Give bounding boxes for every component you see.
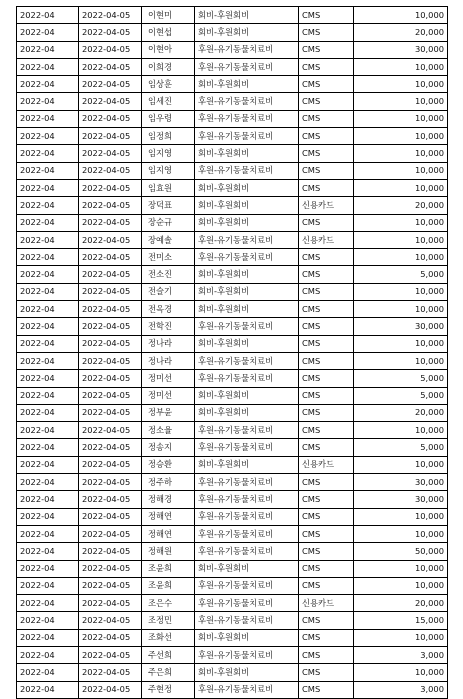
payment-method-cell: CMS xyxy=(299,664,354,681)
date-cell: 2022-04-05 xyxy=(79,214,142,231)
payment-method-cell: CMS xyxy=(299,352,354,369)
table-row xyxy=(17,7,448,24)
date-cell: 2022-04-05 xyxy=(79,58,142,75)
amount-cell: 50,000 xyxy=(354,543,448,560)
month-cell: 2022-04 xyxy=(17,231,79,248)
category-cell: 회비-후원회비 xyxy=(195,7,299,24)
amount-cell: 10,000 xyxy=(354,249,448,266)
date-cell: 2022-04-05 xyxy=(79,681,142,698)
donor-name-cell: 임효원 xyxy=(142,179,195,196)
donor-name-cell: 조윤희 xyxy=(142,577,195,594)
donor-name-cell: 임지영 xyxy=(142,145,195,162)
month-cell: 2022-04 xyxy=(17,128,79,145)
table-row xyxy=(17,560,448,577)
payment-method-cell: CMS xyxy=(299,387,354,404)
category-cell: 회비-후원회비 xyxy=(195,560,299,577)
date-cell: 2022-04-05 xyxy=(79,629,142,646)
date-cell: 2022-04-05 xyxy=(79,491,142,508)
payment-method-cell: CMS xyxy=(299,681,354,698)
month-cell: 2022-04 xyxy=(17,612,79,629)
donor-name-cell: 정해연 xyxy=(142,525,195,542)
month-cell: 2022-04 xyxy=(17,266,79,283)
table-row xyxy=(17,249,448,266)
category-cell: 회비-후원회비 xyxy=(195,197,299,214)
table-row xyxy=(17,266,448,283)
date-cell: 2022-04-05 xyxy=(79,41,142,58)
month-cell: 2022-04 xyxy=(17,76,79,93)
donor-name-cell: 임상훈 xyxy=(142,76,195,93)
payment-method-cell: CMS xyxy=(299,301,354,318)
donor-name-cell: 조은수 xyxy=(142,595,195,612)
category-cell: 후원-유기동물치료비 xyxy=(195,422,299,439)
category-cell: 후원-유기동물치료비 xyxy=(195,58,299,75)
month-cell: 2022-04 xyxy=(17,404,79,421)
amount-cell: 10,000 xyxy=(354,352,448,369)
date-cell: 2022-04-05 xyxy=(79,508,142,525)
table-row xyxy=(17,577,448,594)
payment-method-cell: CMS xyxy=(299,370,354,387)
donor-name-cell: 정해경 xyxy=(142,491,195,508)
payment-method-cell: CMS xyxy=(299,646,354,663)
month-cell: 2022-04 xyxy=(17,41,79,58)
date-cell: 2022-04-05 xyxy=(79,595,142,612)
payment-method-cell: CMS xyxy=(299,266,354,283)
category-cell: 회비-후원회비 xyxy=(195,387,299,404)
table-row xyxy=(17,301,448,318)
payment-method-cell: CMS xyxy=(299,508,354,525)
donor-name-cell: 주현정 xyxy=(142,681,195,698)
month-cell: 2022-04 xyxy=(17,249,79,266)
payment-method-cell: CMS xyxy=(299,525,354,542)
payment-method-cell: CMS xyxy=(299,474,354,491)
payment-method-cell: CMS xyxy=(299,145,354,162)
month-cell: 2022-04 xyxy=(17,387,79,404)
payment-method-cell: CMS xyxy=(299,318,354,335)
table-row xyxy=(17,318,448,335)
month-cell: 2022-04 xyxy=(17,543,79,560)
amount-cell: 10,000 xyxy=(354,508,448,525)
table-row xyxy=(17,612,448,629)
amount-cell: 10,000 xyxy=(354,58,448,75)
payment-method-cell: 신용카드 xyxy=(299,197,354,214)
amount-cell: 10,000 xyxy=(354,214,448,231)
month-cell: 2022-04 xyxy=(17,197,79,214)
category-cell: 회비-후원회비 xyxy=(195,629,299,646)
payment-method-cell: CMS xyxy=(299,162,354,179)
payment-method-cell: CMS xyxy=(299,110,354,127)
donor-name-cell: 조정민 xyxy=(142,612,195,629)
amount-cell: 10,000 xyxy=(354,664,448,681)
category-cell: 회비-후원회비 xyxy=(195,145,299,162)
amount-cell: 20,000 xyxy=(354,595,448,612)
donor-name-cell: 임지영 xyxy=(142,162,195,179)
table-row xyxy=(17,145,448,162)
month-cell: 2022-04 xyxy=(17,58,79,75)
donor-name-cell: 전미소 xyxy=(142,249,195,266)
date-cell: 2022-04-05 xyxy=(79,543,142,560)
amount-cell: 10,000 xyxy=(354,93,448,110)
month-cell: 2022-04 xyxy=(17,283,79,300)
table-row xyxy=(17,387,448,404)
payment-method-cell: CMS xyxy=(299,24,354,41)
amount-cell: 10,000 xyxy=(354,110,448,127)
table-row xyxy=(17,162,448,179)
donor-name-cell: 장덕표 xyxy=(142,197,195,214)
payment-method-cell: CMS xyxy=(299,179,354,196)
date-cell: 2022-04-05 xyxy=(79,283,142,300)
category-cell: 회비-후원회비 xyxy=(195,456,299,473)
payment-method-cell: CMS xyxy=(299,58,354,75)
payment-method-cell: CMS xyxy=(299,439,354,456)
category-cell: 후원-유기동물치료비 xyxy=(195,646,299,663)
donor-name-cell: 임우령 xyxy=(142,110,195,127)
category-cell: 후원-유기동물치료비 xyxy=(195,162,299,179)
month-cell: 2022-04 xyxy=(17,595,79,612)
table-row xyxy=(17,283,448,300)
amount-cell: 10,000 xyxy=(354,525,448,542)
payment-method-cell: CMS xyxy=(299,577,354,594)
amount-cell: 10,000 xyxy=(354,335,448,352)
month-cell: 2022-04 xyxy=(17,681,79,698)
month-cell: 2022-04 xyxy=(17,422,79,439)
donor-name-cell: 정부윤 xyxy=(142,404,195,421)
category-cell: 후원-유기동물치료비 xyxy=(195,491,299,508)
amount-cell: 5,000 xyxy=(354,387,448,404)
date-cell: 2022-04-05 xyxy=(79,179,142,196)
payment-method-cell: CMS xyxy=(299,335,354,352)
table-row xyxy=(17,508,448,525)
amount-cell: 20,000 xyxy=(354,404,448,421)
month-cell: 2022-04 xyxy=(17,577,79,594)
category-cell: 회비-후원회비 xyxy=(195,266,299,283)
amount-cell: 10,000 xyxy=(354,301,448,318)
date-cell: 2022-04-05 xyxy=(79,249,142,266)
amount-cell: 10,000 xyxy=(354,162,448,179)
category-cell: 회비-후원회비 xyxy=(195,404,299,421)
month-cell: 2022-04 xyxy=(17,24,79,41)
category-cell: 후원-유기동물치료비 xyxy=(195,110,299,127)
date-cell: 2022-04-05 xyxy=(79,110,142,127)
donor-name-cell: 정소율 xyxy=(142,422,195,439)
category-cell: 후원-유기동물치료비 xyxy=(195,439,299,456)
date-cell: 2022-04-05 xyxy=(79,560,142,577)
category-cell: 회비-후원회비 xyxy=(195,76,299,93)
date-cell: 2022-04-05 xyxy=(79,162,142,179)
donor-name-cell: 정나라 xyxy=(142,335,195,352)
payment-method-cell: 신용카드 xyxy=(299,595,354,612)
amount-cell: 10,000 xyxy=(354,76,448,93)
table-row xyxy=(17,646,448,663)
donor-name-cell: 이현섭 xyxy=(142,24,195,41)
table-row xyxy=(17,543,448,560)
payment-method-cell: CMS xyxy=(299,491,354,508)
month-cell: 2022-04 xyxy=(17,145,79,162)
date-cell: 2022-04-05 xyxy=(79,266,142,283)
category-cell: 후원-유기동물치료비 xyxy=(195,474,299,491)
amount-cell: 5,000 xyxy=(354,439,448,456)
amount-cell: 20,000 xyxy=(354,24,448,41)
payment-method-cell: CMS xyxy=(299,128,354,145)
donor-name-cell: 장순규 xyxy=(142,214,195,231)
category-cell: 후원-유기동물치료비 xyxy=(195,543,299,560)
amount-cell: 10,000 xyxy=(354,7,448,24)
amount-cell: 20,000 xyxy=(354,197,448,214)
month-cell: 2022-04 xyxy=(17,352,79,369)
donor-name-cell: 임정희 xyxy=(142,128,195,145)
category-cell: 후원-유기동물치료비 xyxy=(195,508,299,525)
table-row xyxy=(17,664,448,681)
category-cell: 후원-유기동물치료비 xyxy=(195,577,299,594)
month-cell: 2022-04 xyxy=(17,110,79,127)
table-row xyxy=(17,404,448,421)
date-cell: 2022-04-05 xyxy=(79,404,142,421)
amount-cell: 30,000 xyxy=(354,474,448,491)
month-cell: 2022-04 xyxy=(17,456,79,473)
amount-cell: 30,000 xyxy=(354,41,448,58)
donor-name-cell: 전슬기 xyxy=(142,283,195,300)
payment-method-cell: CMS xyxy=(299,612,354,629)
month-cell: 2022-04 xyxy=(17,93,79,110)
month-cell: 2022-04 xyxy=(17,439,79,456)
category-cell: 후원-유기동물치료비 xyxy=(195,128,299,145)
month-cell: 2022-04 xyxy=(17,179,79,196)
category-cell: 후원-유기동물치료비 xyxy=(195,352,299,369)
donor-name-cell: 조윤희 xyxy=(142,560,195,577)
table-row xyxy=(17,128,448,145)
payment-method-cell: 신용카드 xyxy=(299,231,354,248)
month-cell: 2022-04 xyxy=(17,214,79,231)
donor-name-cell: 조화선 xyxy=(142,629,195,646)
table-row xyxy=(17,197,448,214)
amount-cell: 10,000 xyxy=(354,560,448,577)
payment-method-cell: CMS xyxy=(299,249,354,266)
amount-cell: 10,000 xyxy=(354,179,448,196)
date-cell: 2022-04-05 xyxy=(79,76,142,93)
category-cell: 회비-후원회비 xyxy=(195,301,299,318)
date-cell: 2022-04-05 xyxy=(79,128,142,145)
month-cell: 2022-04 xyxy=(17,7,79,24)
table-row xyxy=(17,681,448,698)
amount-cell: 30,000 xyxy=(354,491,448,508)
date-cell: 2022-04-05 xyxy=(79,145,142,162)
ledger-body xyxy=(17,7,448,699)
donor-name-cell: 이현아 xyxy=(142,41,195,58)
date-cell: 2022-04-05 xyxy=(79,422,142,439)
donor-name-cell: 임세진 xyxy=(142,93,195,110)
date-cell: 2022-04-05 xyxy=(79,7,142,24)
month-cell: 2022-04 xyxy=(17,162,79,179)
payment-method-cell: CMS xyxy=(299,7,354,24)
payment-method-cell: CMS xyxy=(299,543,354,560)
payment-method-cell: CMS xyxy=(299,76,354,93)
donor-name-cell: 정미선 xyxy=(142,370,195,387)
table-row xyxy=(17,422,448,439)
category-cell: 후원-유기동물치료비 xyxy=(195,318,299,335)
month-cell: 2022-04 xyxy=(17,474,79,491)
amount-cell: 10,000 xyxy=(354,422,448,439)
date-cell: 2022-04-05 xyxy=(79,387,142,404)
amount-cell: 10,000 xyxy=(354,283,448,300)
month-cell: 2022-04 xyxy=(17,491,79,508)
amount-cell: 10,000 xyxy=(354,629,448,646)
date-cell: 2022-04-05 xyxy=(79,612,142,629)
date-cell: 2022-04-05 xyxy=(79,664,142,681)
donor-name-cell: 이희경 xyxy=(142,58,195,75)
payment-method-cell: CMS xyxy=(299,560,354,577)
table-row xyxy=(17,474,448,491)
month-cell: 2022-04 xyxy=(17,318,79,335)
payment-method-cell: CMS xyxy=(299,283,354,300)
date-cell: 2022-04-05 xyxy=(79,301,142,318)
category-cell: 회비-후원회비 xyxy=(195,335,299,352)
amount-cell: 3,000 xyxy=(354,646,448,663)
date-cell: 2022-04-05 xyxy=(79,439,142,456)
date-cell: 2022-04-05 xyxy=(79,646,142,663)
date-cell: 2022-04-05 xyxy=(79,335,142,352)
amount-cell: 10,000 xyxy=(354,231,448,248)
amount-cell: 15,000 xyxy=(354,612,448,629)
table-row xyxy=(17,335,448,352)
payment-method-cell: CMS xyxy=(299,404,354,421)
category-cell: 후원-유기동물치료비 xyxy=(195,681,299,698)
month-cell: 2022-04 xyxy=(17,335,79,352)
category-cell: 회비-후원회비 xyxy=(195,24,299,41)
category-cell: 회비-후원회비 xyxy=(195,179,299,196)
month-cell: 2022-04 xyxy=(17,508,79,525)
table-row xyxy=(17,58,448,75)
donor-name-cell: 정해연 xyxy=(142,508,195,525)
month-cell: 2022-04 xyxy=(17,629,79,646)
month-cell: 2022-04 xyxy=(17,560,79,577)
table-row xyxy=(17,214,448,231)
category-cell: 후원-유기동물치료비 xyxy=(195,249,299,266)
date-cell: 2022-04-05 xyxy=(79,577,142,594)
table-row xyxy=(17,629,448,646)
category-cell: 후원-유기동물치료비 xyxy=(195,370,299,387)
date-cell: 2022-04-05 xyxy=(79,231,142,248)
table-row xyxy=(17,231,448,248)
amount-cell: 10,000 xyxy=(354,577,448,594)
donor-name-cell: 정승환 xyxy=(142,456,195,473)
category-cell: 후원-유기동물치료비 xyxy=(195,595,299,612)
table-row xyxy=(17,41,448,58)
table-row xyxy=(17,352,448,369)
date-cell: 2022-04-05 xyxy=(79,525,142,542)
table-row xyxy=(17,24,448,41)
amount-cell: 5,000 xyxy=(354,370,448,387)
amount-cell: 10,000 xyxy=(354,456,448,473)
category-cell: 회비-후원회비 xyxy=(195,664,299,681)
table-row xyxy=(17,76,448,93)
date-cell: 2022-04-05 xyxy=(79,318,142,335)
table-row xyxy=(17,439,448,456)
table-row xyxy=(17,595,448,612)
date-cell: 2022-04-05 xyxy=(79,474,142,491)
category-cell: 후원-유기동물치료비 xyxy=(195,525,299,542)
date-cell: 2022-04-05 xyxy=(79,24,142,41)
payment-method-cell: CMS xyxy=(299,214,354,231)
donor-name-cell: 정해원 xyxy=(142,543,195,560)
table-row xyxy=(17,370,448,387)
table-row xyxy=(17,525,448,542)
month-cell: 2022-04 xyxy=(17,370,79,387)
donor-name-cell: 주선희 xyxy=(142,646,195,663)
payment-method-cell: CMS xyxy=(299,41,354,58)
month-cell: 2022-04 xyxy=(17,664,79,681)
payment-method-cell: CMS xyxy=(299,93,354,110)
payment-method-cell: 신용카드 xyxy=(299,456,354,473)
donor-name-cell: 이현미 xyxy=(142,7,195,24)
amount-cell: 5,000 xyxy=(354,266,448,283)
donor-name-cell: 전소진 xyxy=(142,266,195,283)
amount-cell: 3,000 xyxy=(354,681,448,698)
donor-name-cell: 주은희 xyxy=(142,664,195,681)
date-cell: 2022-04-05 xyxy=(79,197,142,214)
category-cell: 후원-유기동물치료비 xyxy=(195,93,299,110)
amount-cell: 10,000 xyxy=(354,128,448,145)
table-row xyxy=(17,179,448,196)
date-cell: 2022-04-05 xyxy=(79,352,142,369)
table-row xyxy=(17,491,448,508)
month-cell: 2022-04 xyxy=(17,301,79,318)
donor-name-cell: 장예솔 xyxy=(142,231,195,248)
date-cell: 2022-04-05 xyxy=(79,93,142,110)
date-cell: 2022-04-05 xyxy=(79,370,142,387)
donor-name-cell: 정미선 xyxy=(142,387,195,404)
amount-cell: 30,000 xyxy=(354,318,448,335)
payment-method-cell: CMS xyxy=(299,422,354,439)
donation-ledger-table xyxy=(16,6,448,699)
category-cell: 후원-유기동물치료비 xyxy=(195,41,299,58)
donor-name-cell: 정나라 xyxy=(142,352,195,369)
donor-name-cell: 정송지 xyxy=(142,439,195,456)
donor-name-cell: 전학진 xyxy=(142,318,195,335)
donor-name-cell: 전옥경 xyxy=(142,301,195,318)
month-cell: 2022-04 xyxy=(17,646,79,663)
table-row xyxy=(17,456,448,473)
date-cell: 2022-04-05 xyxy=(79,456,142,473)
category-cell: 회비-후원회비 xyxy=(195,214,299,231)
category-cell: 후원-유기동물치료비 xyxy=(195,231,299,248)
month-cell: 2022-04 xyxy=(17,525,79,542)
payment-method-cell: CMS xyxy=(299,629,354,646)
category-cell: 후원-유기동물치료비 xyxy=(195,612,299,629)
donor-name-cell: 정주하 xyxy=(142,474,195,491)
table-row xyxy=(17,93,448,110)
table-row xyxy=(17,110,448,127)
amount-cell: 10,000 xyxy=(354,145,448,162)
category-cell: 회비-후원회비 xyxy=(195,283,299,300)
